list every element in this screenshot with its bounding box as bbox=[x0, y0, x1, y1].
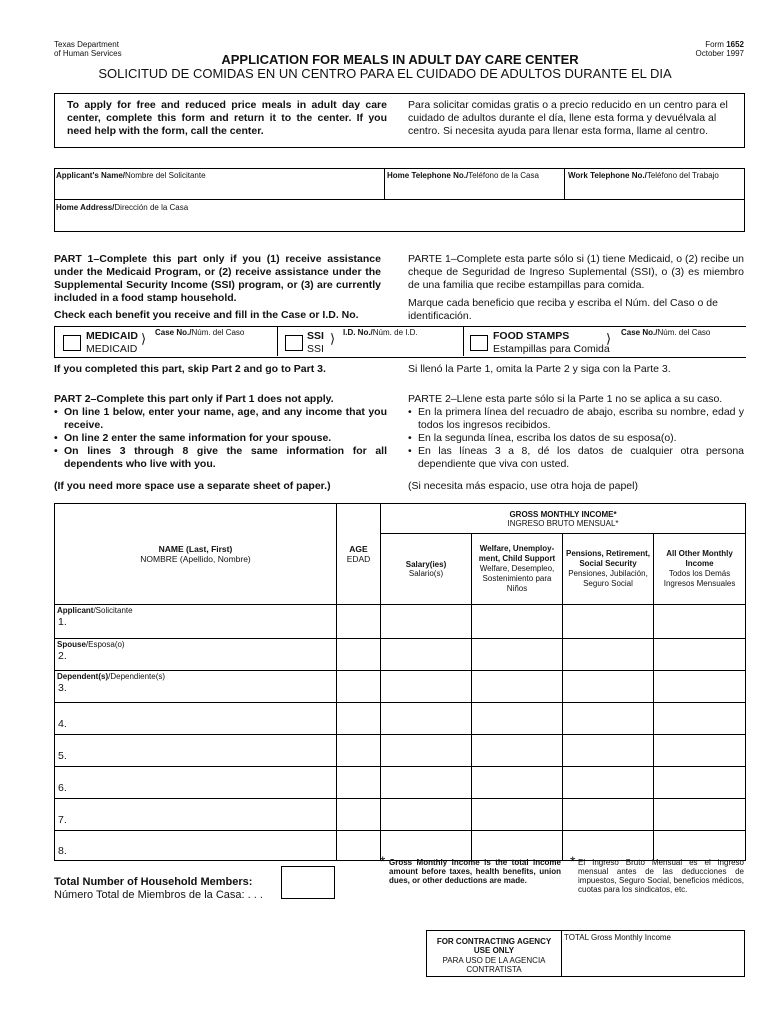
skip-instruction-en: If you completed this part, skip Part 2 and go to Part 3. bbox=[54, 363, 326, 375]
arrow-icon: ⟩ bbox=[606, 331, 612, 346]
table-row[interactable]: 8. bbox=[55, 831, 746, 861]
welfare-column-header: Welfare, Unemploy-ment, Child Support Welfare, Desempleo, Sostenimiento para Niños bbox=[472, 534, 563, 605]
list-item: • En la segunda línea, escriba los datos de su esposa(o). bbox=[408, 432, 744, 445]
food-stamps-label: FOOD STAMPS Estampillas para Comida bbox=[493, 330, 610, 355]
total-members-input[interactable] bbox=[281, 866, 335, 899]
divider bbox=[463, 326, 464, 356]
medicaid-checkbox[interactable] bbox=[63, 335, 81, 351]
skip-instruction-es: Si llenó la Parte 1, omita la Parte 2 y siga con la Parte 3. bbox=[408, 363, 671, 375]
part1-instructions-en: PART 1–Complete this part only if you (1) receive assistance under the Medicaid Program, or (2) receive assistance under the Supplemental Security Income (SSI) program, or (3) are currently included in a food stamp household. bbox=[54, 253, 381, 304]
ssi-checkbox[interactable] bbox=[285, 335, 303, 351]
table-row[interactable]: 5. bbox=[55, 735, 746, 767]
pensions-column-header: Pensions, Retirement, Social Security Pensiones, Jubilación, Seguro Social bbox=[563, 534, 654, 605]
table-row[interactable]: 6. bbox=[55, 767, 746, 799]
income-table bbox=[54, 503, 746, 861]
table-row[interactable]: Dependent(s)/Dependiente(s) 3. bbox=[55, 671, 746, 703]
divider bbox=[277, 326, 278, 356]
age-column-header: AGE EDAD bbox=[337, 504, 381, 605]
work-phone-field[interactable]: Work Telephone No./Teléfono del Trabajo bbox=[568, 171, 719, 180]
arrow-icon: ⟩ bbox=[141, 331, 147, 346]
home-phone-field[interactable]: Home Telephone No./Teléfono de la Casa bbox=[387, 171, 539, 180]
total-members-label: Total Number of Household Members: Número Total de Miembros de la Casa: . . . bbox=[54, 876, 263, 901]
table-row[interactable]: Applicant/Solicitante 1. bbox=[55, 605, 746, 639]
home-address-field[interactable]: Home Address/Dirección de la Casa bbox=[56, 203, 189, 212]
part1-check-es: Marque cada beneficio que reciba y escriba el Núm. del Caso o de identificación. bbox=[408, 297, 718, 322]
list-item: • On line 1 below, enter your name, age, and any income that you receive. bbox=[54, 406, 387, 432]
table-row[interactable]: 7. bbox=[55, 799, 746, 831]
salary-column-header: Salary(ies) Salario(s) bbox=[381, 534, 472, 605]
intro-en: To apply for free and reduced price meals in adult day care center, complete this form and return it to the center. If you need help with the form, call the center. bbox=[67, 99, 387, 137]
name-column-header: NAME (Last, First) NOMBRE (Apellido, Nombre) bbox=[55, 504, 337, 605]
applicant-name-field[interactable]: Applicant's Name/Nombre del Solicitante bbox=[56, 171, 206, 180]
ssi-id-field[interactable]: I.D. No./Núm. de I.D. bbox=[343, 328, 418, 337]
medicaid-case-field[interactable]: Case No./Núm. del Caso bbox=[155, 328, 245, 337]
divider bbox=[384, 168, 385, 199]
title-en: APPLICATION FOR MEALS IN ADULT DAY CARE CENTER bbox=[221, 52, 579, 67]
intro-es: Para solicitar comidas gratis o a precio reducido en un centro para el cuidado de adultos durante el día, llene esta forma y devuélvala al centro. Si necesita ayuda para llenar esta forma, llame al centro. bbox=[408, 99, 728, 137]
total-gross-income-field[interactable]: TOTAL Gross Monthly Income bbox=[564, 933, 671, 942]
income-note-en: Gross Monthly Income is the total income amount before taxes, health benefits, union dues, or other deductions are made. bbox=[389, 858, 561, 885]
divider bbox=[564, 168, 565, 199]
agency-use-label: FOR CONTRACTING AGENCY USE ONLY PARA USO DE LA AGENCIA CONTRATISTA bbox=[436, 937, 552, 974]
gross-income-header: GROSS MONTHLY INCOME* INGRESO BRUTO MENSUAL* bbox=[381, 504, 746, 534]
ssi-label: SSI SSI bbox=[307, 330, 324, 355]
asterisk: * bbox=[380, 853, 386, 869]
income-note-es: El Ingreso Bruto Mensual es el ingreso mensual antes de las deducciones de impuestos, Seguro Social, beneficios médicos, cuotas para los sindicatos, etc. bbox=[578, 858, 744, 894]
list-item: • On lines 3 through 8 give the same information for all dependents who live with you. bbox=[54, 445, 387, 471]
part2-instructions-en: PART 2–Complete this part only if Part 1 does not apply. • On line 1 below, enter your name, age, and any income that you receive. • On line 2 enter the same information for your spouse. • On lines 3 through 8 give the same information for all dependents who live with you. (If you need more space use a separate sheet of paper.) bbox=[54, 393, 387, 493]
title-es: SOLICITUD DE COMIDAS EN UN CENTRO PARA EL CUIDADO DE ADULTOS DURANTE EL DIA bbox=[98, 66, 672, 81]
asterisk: * bbox=[570, 853, 576, 869]
part1-check-en: Check each benefit you receive and fill in the Case or I.D. No. bbox=[54, 309, 359, 321]
food-stamps-case-field[interactable]: Case No./Núm. del Caso bbox=[621, 328, 711, 337]
list-item: • En la primera línea del recuadro de abajo, escriba su nombre, edad y todos los ingresos recibidos. bbox=[408, 406, 744, 432]
divider bbox=[54, 199, 745, 200]
table-row[interactable]: 4. bbox=[55, 703, 746, 735]
list-item: • On line 2 enter the same information for your spouse. bbox=[54, 432, 387, 445]
part2-instructions-es: PARTE 2–Llene esta parte sólo si la Parte 1 no se aplica a su caso. • En la primera línea del recuadro de abajo, escriba su nombre, edad y todos los ingresos recibidos. • En la segunda línea, escriba los datos de su esposa(o). • En las líneas 3 a 8, dé los datos de cualquier otra persona dependiente que viva con usted. (Si necesita más espacio, use otra hoja de papel) bbox=[408, 393, 744, 493]
agency-name: Texas Department of Human Services bbox=[54, 40, 122, 58]
divider bbox=[561, 930, 562, 977]
arrow-icon: ⟩ bbox=[330, 331, 336, 346]
table-row[interactable]: Spouse/Esposa(o) 2. bbox=[55, 639, 746, 671]
other-income-column-header: All Other Monthly Income Todos los Demás Ingresos Mensuales bbox=[654, 534, 746, 605]
medicaid-label: MEDICAID MEDICAID bbox=[86, 330, 138, 355]
list-item: • En las líneas 3 a 8, dé los datos de cualquier otra persona dependiente que viva con usted. bbox=[408, 445, 744, 471]
form-id: Form 1652 October 1997 bbox=[695, 40, 744, 58]
part1-instructions-es: PARTE 1–Complete esta parte sólo si (1) tiene Medicaid, o (2) recibe un cheque de Seguridad de Ingreso Suplemental (SSI), o (3) es miembro de una familia que recibe estampillas para comida. bbox=[408, 253, 744, 291]
food-stamps-checkbox[interactable] bbox=[470, 335, 488, 351]
